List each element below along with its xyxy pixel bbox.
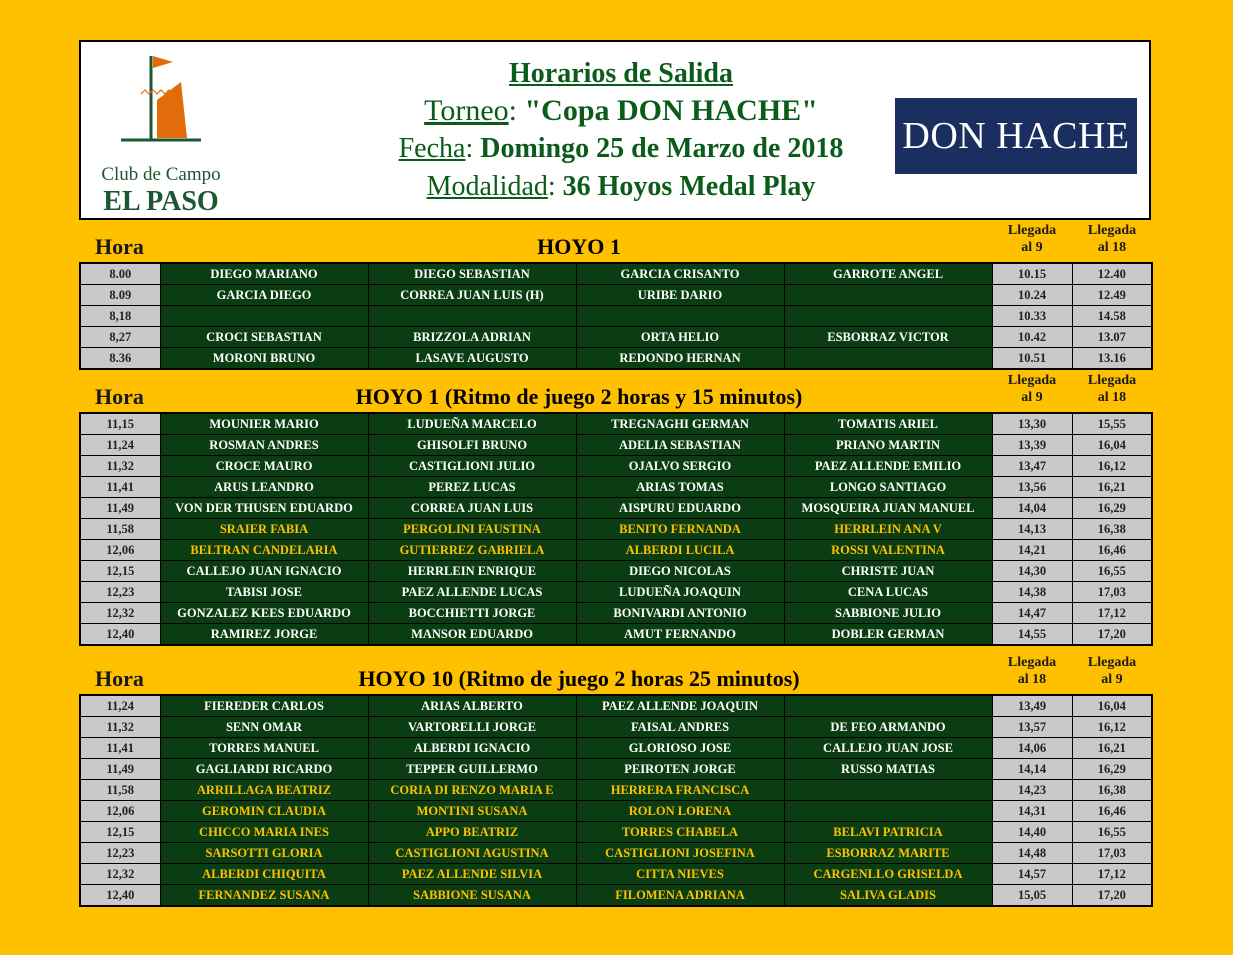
player-name [160, 306, 368, 327]
player-name: SARSOTTI GLORIA [160, 843, 368, 864]
arrival-time-2: 13.07 [1072, 327, 1152, 348]
tee-time: 12,15 [80, 561, 160, 582]
arrival-time-2: 17,03 [1072, 843, 1152, 864]
player-name: SABBIONE SUSANA [368, 885, 576, 907]
player-name: FERNANDEZ SUSANA [160, 885, 368, 907]
player-name: ESBORRAZ VICTOR [784, 327, 992, 348]
player-name: HERRLEIN ANA V [784, 519, 992, 540]
tee-time-table [79, 412, 1153, 646]
arrival-column-header [992, 654, 1072, 688]
arrival-column-header [1072, 222, 1152, 256]
arrival-time-1: 15,05 [992, 885, 1072, 907]
player-name: CHICCO MARIA INES [160, 822, 368, 843]
table-row [80, 843, 1152, 864]
section-title: HOYO 1 (Ritmo de juego 2 horas y 15 minutos) [355, 384, 803, 409]
table-row [80, 624, 1152, 646]
arrival-time-2: 16,12 [1072, 456, 1152, 477]
player-name: BOCCHIETTI JORGE [368, 603, 576, 624]
tee-time: 11,41 [80, 738, 160, 759]
player-name: FIEREDER CARLOS [160, 695, 368, 717]
arrival-time-1: 14,06 [992, 738, 1072, 759]
club-name-line1: Club de Campo [101, 164, 221, 185]
arrival-time-1: 14,40 [992, 822, 1072, 843]
player-name: ARUS LEANDRO [160, 477, 368, 498]
arrival-time-2: 16,04 [1072, 695, 1152, 717]
tee-time: 8.00 [80, 263, 160, 285]
table-row [80, 306, 1152, 327]
player-name: GONZALEZ KEES EDUARDO [160, 603, 368, 624]
player-name: TABISI JOSE [160, 582, 368, 603]
player-name [784, 285, 992, 306]
arrival-column-header [992, 222, 1072, 256]
player-name: SRAIER FABIA [160, 519, 368, 540]
player-name: DIEGO MARIANO [160, 263, 368, 285]
player-name: SABBIONE JULIO [784, 603, 992, 624]
tee-time: 11,32 [80, 717, 160, 738]
player-name: GARROTE ANGEL [784, 263, 992, 285]
player-name: HERRERA FRANCISCA [576, 780, 784, 801]
arrival-time-2: 12.49 [1072, 285, 1152, 306]
player-name: RAMIREZ JORGE [160, 624, 368, 646]
torneo-value: "Copa DON HACHE" [524, 94, 818, 127]
arrival-time-1: 14,48 [992, 843, 1072, 864]
player-name: LUDUEÑA MARCELO [368, 413, 576, 435]
player-name: ROLON LORENA [576, 801, 784, 822]
player-name [784, 801, 992, 822]
player-name: APPO BEATRIZ [368, 822, 576, 843]
player-name: CASTIGLIONI JOSEFINA [576, 843, 784, 864]
arrival-time-2: 14.58 [1072, 306, 1152, 327]
table-row [80, 695, 1152, 717]
player-name [784, 780, 992, 801]
player-name: ALBERDI IGNACIO [368, 738, 576, 759]
table-row [80, 801, 1152, 822]
hora-label: Hora [95, 234, 144, 259]
player-name: CITTA NIEVES [576, 864, 784, 885]
table-row [80, 582, 1152, 603]
arrival-time-1: 14,57 [992, 864, 1072, 885]
section-title: HOYO 1 [537, 234, 621, 259]
sponsor-logo: DON HACHE [895, 98, 1137, 174]
arrival-header-bottom: al 9 [1021, 240, 1043, 255]
player-name: TEPPER GUILLERMO [368, 759, 576, 780]
player-name: VON DER THUSEN EDUARDO [160, 498, 368, 519]
arrival-time-2: 17,12 [1072, 864, 1152, 885]
club-logo [101, 48, 261, 218]
player-name [784, 695, 992, 717]
player-name: AISPURU EDUARDO [576, 498, 784, 519]
player-name: HERRLEIN ENRIQUE [368, 561, 576, 582]
player-name: PAEZ ALLENDE SILVIA [368, 864, 576, 885]
arrival-time-2: 16,12 [1072, 717, 1152, 738]
arrival-time-2: 16,38 [1072, 519, 1152, 540]
player-name: CENA LUCAS [784, 582, 992, 603]
player-name: ALBERDI CHIQUITA [160, 864, 368, 885]
arrival-time-1: 14,30 [992, 561, 1072, 582]
player-name: GAGLIARDI RICARDO [160, 759, 368, 780]
arrival-time-1: 13,57 [992, 717, 1072, 738]
player-name: GARCIA DIEGO [160, 285, 368, 306]
arrival-time-1: 14,04 [992, 498, 1072, 519]
section-header [79, 222, 1153, 262]
player-name: PERGOLINI FAUSTINA [368, 519, 576, 540]
tee-time: 11,24 [80, 435, 160, 456]
arrival-time-2: 16,38 [1072, 780, 1152, 801]
player-name: FAISAL ANDRES [576, 717, 784, 738]
table-row [80, 540, 1152, 561]
tournament-info [341, 56, 901, 206]
tee-time: 11,58 [80, 519, 160, 540]
tee-time: 11,49 [80, 498, 160, 519]
fecha-row: Fecha: Domingo 25 de Marzo de 2018 [398, 133, 844, 164]
player-name: CROCE MAURO [160, 456, 368, 477]
arrival-time-1: 14,31 [992, 801, 1072, 822]
player-name: DE FEO ARMANDO [784, 717, 992, 738]
arrival-time-2: 16,55 [1072, 561, 1152, 582]
arrival-time-1: 10.51 [992, 348, 1072, 370]
arrival-time-2: 17,20 [1072, 885, 1152, 907]
player-name: PEREZ LUCAS [368, 477, 576, 498]
table-row [80, 285, 1152, 306]
table-row [80, 738, 1152, 759]
tee-time: 8.36 [80, 348, 160, 370]
arrival-time-2: 16,21 [1072, 477, 1152, 498]
fecha-label: Fecha [398, 133, 466, 164]
arrival-time-2: 16,29 [1072, 759, 1152, 780]
arrival-time-1: 13,49 [992, 695, 1072, 717]
tee-time: 12,23 [80, 582, 160, 603]
player-name: MANSOR EDUARDO [368, 624, 576, 646]
arrival-time-1: 10.42 [992, 327, 1072, 348]
arrival-time-1: 13,39 [992, 435, 1072, 456]
player-name: LASAVE AUGUSTO [368, 348, 576, 370]
tee-time: 12,32 [80, 603, 160, 624]
table-row [80, 759, 1152, 780]
player-name: ALBERDI LUCILA [576, 540, 784, 561]
player-name: CROCI SEBASTIAN [160, 327, 368, 348]
table-row [80, 780, 1152, 801]
tee-time: 12,40 [80, 624, 160, 646]
tee-time: 12,15 [80, 822, 160, 843]
arrival-time-2: 16,21 [1072, 738, 1152, 759]
player-name: GUTIERREZ GABRIELA [368, 540, 576, 561]
arrival-time-1: 14,55 [992, 624, 1072, 646]
player-name: GHISOLFI BRUNO [368, 435, 576, 456]
player-name [784, 348, 992, 370]
page-title: Horarios de Salida [508, 58, 733, 89]
player-name: DIEGO NICOLAS [576, 561, 784, 582]
player-name: CORREA JUAN LUIS (H) [368, 285, 576, 306]
arrival-header-top: Llegada [1087, 223, 1137, 238]
player-name: CALLEJO JUAN IGNACIO [160, 561, 368, 582]
player-name: GEROMIN CLAUDIA [160, 801, 368, 822]
player-name: RUSSO MATIAS [784, 759, 992, 780]
arrival-time-1: 14,21 [992, 540, 1072, 561]
player-name: PAEZ ALLENDE LUCAS [368, 582, 576, 603]
section-header [79, 654, 1153, 694]
player-name: PRIANO MARTIN [784, 435, 992, 456]
player-name: GLORIOSO JOSE [576, 738, 784, 759]
player-name: DIEGO SEBASTIAN [368, 263, 576, 285]
player-name: ESBORRAZ MARITE [784, 843, 992, 864]
arrival-header-bottom: al 18 [1017, 672, 1047, 687]
arrival-time-1: 14,14 [992, 759, 1072, 780]
player-name: AMUT FERNANDO [576, 624, 784, 646]
arrival-header-top: Llegada [1007, 655, 1057, 670]
arrival-time-2: 16,46 [1072, 801, 1152, 822]
player-name: ADELIA SEBASTIAN [576, 435, 784, 456]
table-row [80, 717, 1152, 738]
tee-time: 11,24 [80, 695, 160, 717]
arrival-time-1: 14,38 [992, 582, 1072, 603]
arrival-time-1: 13,56 [992, 477, 1072, 498]
player-name: PAEZ ALLENDE JOAQUIN [576, 695, 784, 717]
player-name: PAEZ ALLENDE EMILIO [784, 456, 992, 477]
arrival-time-1: 10.15 [992, 263, 1072, 285]
arrival-time-2: 17,20 [1072, 624, 1152, 646]
arrival-header-bottom: al 18 [1097, 240, 1127, 255]
tee-time: 12,06 [80, 540, 160, 561]
player-name: OJALVO SERGIO [576, 456, 784, 477]
player-name: CARGENLLO GRISELDA [784, 864, 992, 885]
player-name: CORREA JUAN LUIS [368, 498, 576, 519]
golf-flag-icon [121, 48, 211, 158]
table-row [80, 561, 1152, 582]
player-name: GARCIA CRISANTO [576, 263, 784, 285]
arrival-header-bottom: al 9 [1021, 390, 1043, 405]
tee-time-table [79, 262, 1153, 370]
hora-label: Hora [95, 384, 144, 409]
tee-time: 12,32 [80, 864, 160, 885]
player-name: TOMATIS ARIEL [784, 413, 992, 435]
arrival-time-1: 10.33 [992, 306, 1072, 327]
table-row [80, 885, 1152, 907]
arrival-header-top: Llegada [1007, 373, 1057, 388]
arrival-header-bottom: al 9 [1101, 672, 1123, 687]
player-name [784, 306, 992, 327]
player-name: BELTRAN CANDELARIA [160, 540, 368, 561]
torneo-label: Torneo [424, 94, 509, 127]
arrival-time-1: 10.24 [992, 285, 1072, 306]
table-row [80, 456, 1152, 477]
arrival-time-2: 16,29 [1072, 498, 1152, 519]
section-title: HOYO 10 (Ritmo de juego 2 horas 25 minutos) [358, 666, 800, 691]
tee-time: 8,27 [80, 327, 160, 348]
arrival-time-2: 17,03 [1072, 582, 1152, 603]
player-name: URIBE DARIO [576, 285, 784, 306]
arrival-time-1: 14,47 [992, 603, 1072, 624]
arrival-time-2: 16,46 [1072, 540, 1152, 561]
player-name: CHRISTE JUAN [784, 561, 992, 582]
arrival-header-bottom: al 18 [1097, 390, 1127, 405]
table-row [80, 263, 1152, 285]
player-name: FILOMENA ADRIANA [576, 885, 784, 907]
tee-time: 11,49 [80, 759, 160, 780]
arrival-time-2: 13.16 [1072, 348, 1152, 370]
table-row [80, 477, 1152, 498]
table-row [80, 864, 1152, 885]
player-name: MORONI BRUNO [160, 348, 368, 370]
player-name: SENN OMAR [160, 717, 368, 738]
arrival-time-2: 17,12 [1072, 603, 1152, 624]
tee-time: 8,18 [80, 306, 160, 327]
table-row [80, 498, 1152, 519]
modalidad-label: Modalidad [426, 171, 548, 202]
table-row [80, 413, 1152, 435]
tee-time: 11,15 [80, 413, 160, 435]
player-name: MONTINI SUSANA [368, 801, 576, 822]
table-row [80, 348, 1152, 370]
player-name: ARRILLAGA BEATRIZ [160, 780, 368, 801]
player-name: PEIROTEN JORGE [576, 759, 784, 780]
arrival-header-top: Llegada [1087, 373, 1137, 388]
torneo-row: Torneo: "Copa DON HACHE" [424, 94, 818, 127]
tee-time: 11,41 [80, 477, 160, 498]
player-name: ORTA HELIO [576, 327, 784, 348]
section-header [79, 372, 1153, 412]
arrival-time-1: 14,13 [992, 519, 1072, 540]
player-name: BELAVI PATRICIA [784, 822, 992, 843]
arrival-column-header [992, 372, 1072, 406]
player-name: TORRES MANUEL [160, 738, 368, 759]
table-row [80, 603, 1152, 624]
player-name: BENITO FERNANDA [576, 519, 784, 540]
player-name [576, 306, 784, 327]
player-name: BONIVARDI ANTONIO [576, 603, 784, 624]
player-name: LUDUEÑA JOAQUIN [576, 582, 784, 603]
player-name: ARIAS ALBERTO [368, 695, 576, 717]
player-name: LONGO SANTIAGO [784, 477, 992, 498]
tee-time-table [79, 694, 1153, 907]
player-name: REDONDO HERNAN [576, 348, 784, 370]
tee-time: 12,06 [80, 801, 160, 822]
table-row [80, 822, 1152, 843]
player-name [368, 306, 576, 327]
tee-time: 12,40 [80, 885, 160, 907]
arrival-time-1: 14,23 [992, 780, 1072, 801]
table-row [80, 327, 1152, 348]
player-name: MOUNIER MARIO [160, 413, 368, 435]
table-row [80, 435, 1152, 456]
player-name: ARIAS TOMAS [576, 477, 784, 498]
player-name: CORIA DI RENZO MARIA E [368, 780, 576, 801]
tee-time: 11,32 [80, 456, 160, 477]
player-name: TORRES CHABELA [576, 822, 784, 843]
modalidad-row: Modalidad: 36 Hoyos Medal Play [426, 171, 816, 202]
club-name-line2: EL PASO [103, 186, 219, 217]
arrival-time-1: 13,47 [992, 456, 1072, 477]
player-name: MOSQUEIRA JUAN MANUEL [784, 498, 992, 519]
tee-time: 8.09 [80, 285, 160, 306]
player-name: ROSSI VALENTINA [784, 540, 992, 561]
hora-label: Hora [95, 666, 144, 691]
header-panel [79, 40, 1151, 220]
arrival-time-2: 16,55 [1072, 822, 1152, 843]
tee-time: 11,58 [80, 780, 160, 801]
arrival-column-header [1072, 654, 1152, 688]
player-name: TREGNAGHI GERMAN [576, 413, 784, 435]
player-name: CASTIGLIONI AGUSTINA [368, 843, 576, 864]
arrival-column-header [1072, 372, 1152, 406]
player-name: BRIZZOLA ADRIAN [368, 327, 576, 348]
arrival-time-2: 15,55 [1072, 413, 1152, 435]
player-name: CALLEJO JUAN JOSE [784, 738, 992, 759]
player-name: SALIVA GLADIS [784, 885, 992, 907]
tee-time: 12,23 [80, 843, 160, 864]
arrival-header-top: Llegada [1007, 223, 1057, 238]
player-name: VARTORELLI JORGE [368, 717, 576, 738]
player-name: ROSMAN ANDRES [160, 435, 368, 456]
arrival-time-1: 13,30 [992, 413, 1072, 435]
table-row [80, 519, 1152, 540]
player-name: DOBLER GERMAN [784, 624, 992, 646]
modalidad-value: 36 Hoyos Medal Play [562, 171, 816, 202]
player-name: CASTIGLIONI JULIO [368, 456, 576, 477]
arrival-header-top: Llegada [1087, 655, 1137, 670]
fecha-value: Domingo 25 de Marzo de 2018 [480, 133, 844, 164]
arrival-time-2: 12.40 [1072, 263, 1152, 285]
arrival-time-2: 16,04 [1072, 435, 1152, 456]
